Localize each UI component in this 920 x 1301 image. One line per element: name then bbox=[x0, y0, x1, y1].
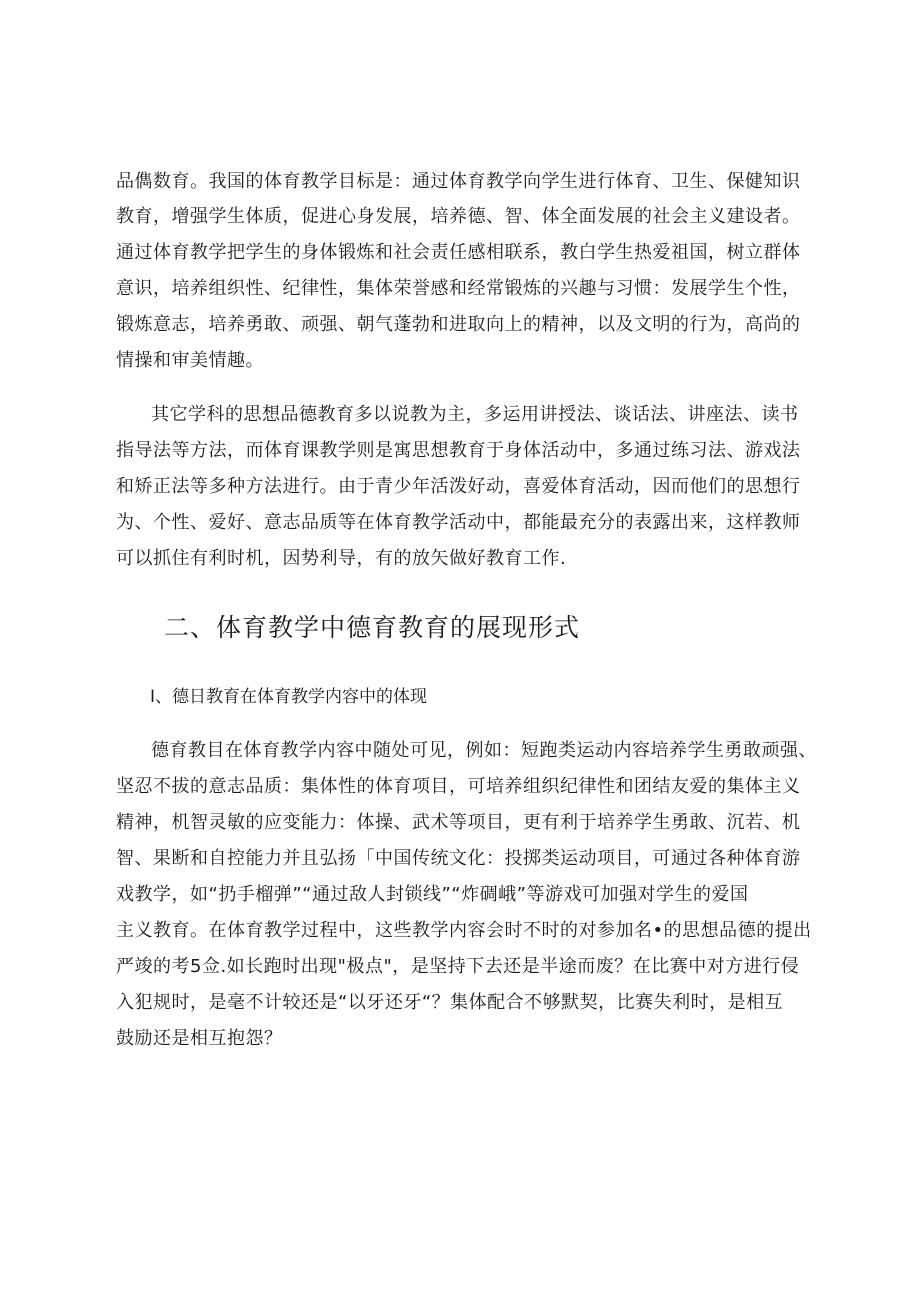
paragraph-3-line-4: 智、果断和自控能力并且弘扬「中国传统文化：投掷类运动项目，可通过各种体育游 bbox=[116, 848, 801, 869]
paragraph-3-line-7: 严竣的考5佥.如长跑时出现"极点"，是坚持下去还是半途而废？在比赛中对方进行侵 bbox=[116, 956, 800, 977]
paragraph-1-line-6: 情操和审美情趣。 bbox=[116, 350, 264, 371]
paragraph-3-line-6: 主义教育。在体育教学过程中，这些教学内容会时不时的对参加名•的思想品德的提出 bbox=[116, 920, 812, 941]
paragraph-3-line-9: 鼓励还是相互抱怨？ bbox=[116, 1028, 283, 1049]
paragraph-2-line-2: 指导法等方法，而体育课教学则是寓思想教育于身体活动中，多通过练习法、游戏法 bbox=[116, 440, 801, 461]
paragraph-3-line-5: 戏教学，如“扔手榴弹”“通过敌人封锁线”“炸碉峨”等游戏可加强对学生的爱国 bbox=[116, 884, 749, 905]
paragraph-3-line-3: 精神，机智灵敏的应变能力：体操、武术等项目，更有利于培养学生勇敢、沉若、机 bbox=[116, 812, 801, 833]
paragraph-3-line-8: 入犯规时，是毫不计较还是“以牙还牙“？集体配合不够默契，比赛失利时，是相互 bbox=[116, 992, 784, 1013]
paragraph-3-line-2: 坚忍不拔的意志品质：集体性的体育项目，可培养组织纪律性和团结友爱的集体主义 bbox=[116, 776, 801, 797]
subsection-heading: I、德日教育在体育教学内容中的体现 bbox=[150, 687, 428, 707]
paragraph-1-line-5: 锻炼意志，培养勇敢、顽强、朝气蓬勃和进取向上的精神，以及文明的行为，高尚的 bbox=[116, 314, 801, 335]
paragraph-1-line-4: 意识，培养组织性、纪律性，集体荣誉感和经常锻炼的兴趣与习惯：发展学生个性， bbox=[116, 278, 801, 299]
paragraph-1-line-3: 通过体育教学把学生的身体锻炼和社会责任感相联系，教白学生热爱祖国，树立群体 bbox=[116, 242, 801, 263]
section-heading: 二、体育教学中德育教育的展现形式 bbox=[164, 613, 581, 642]
paragraph-1-line-1: 品儁数育。我国的体育教学目标是：通过体育教学向学生进行体育、卫生、保健知识 bbox=[116, 171, 801, 192]
paragraph-2-line-1: 其它学科的思想品德教育多以说教为主，多运用讲授法、谈话法、讲座法、读书 bbox=[151, 404, 799, 425]
paragraph-3-line-1: 德育教目在体育教学内容中随处可见，例如：短跑类运动内容培养学生勇敢顽强、 bbox=[151, 740, 817, 761]
paragraph-1-line-2: 教育，增强学生体质，促进心身发展，培养德、智、体全面发展的社会主义建设者。 bbox=[116, 206, 801, 227]
paragraph-2-line-5: 可以抓住有利时机，因势利导，有的放矢做好教育工作. bbox=[116, 548, 567, 569]
paragraph-2-line-4: 为、个性、爱好、意志品质等在体育教学活动中，都能最充分的表露出来，这样教师 bbox=[116, 512, 801, 533]
paragraph-2-line-3: 和矫正法等多种方法进行。由于青少年活泼好动，喜爱体育活动，因而他们的思想行 bbox=[116, 476, 801, 497]
